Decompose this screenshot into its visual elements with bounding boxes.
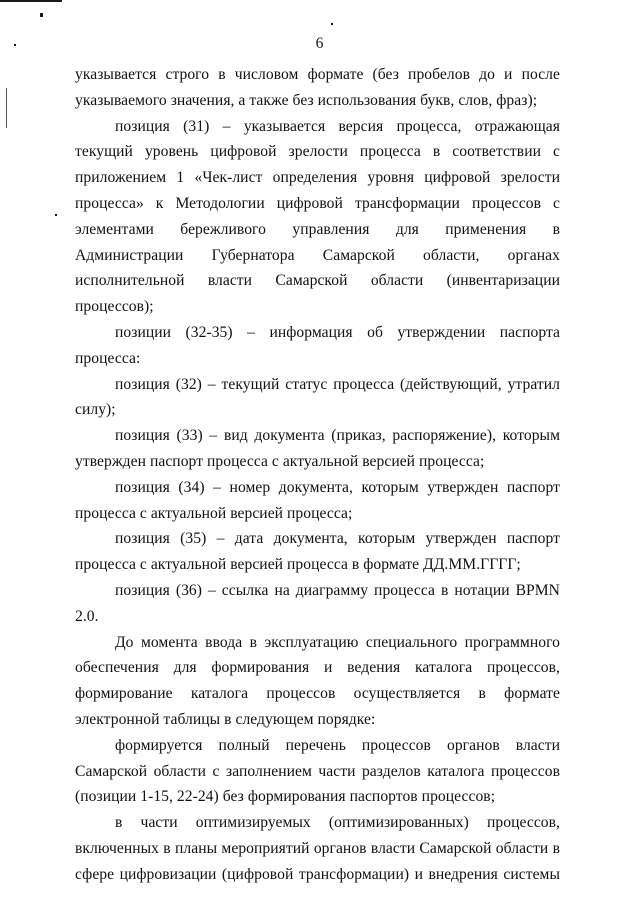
paragraph-4: позиция (32) – текущий статус процесса (действующий, утратил силу);	[75, 375, 560, 419]
paragraph-2: позиция (31) – указывается версия процесса, отражающая текущий уровень цифровой зрелости процесса в соответствии с приложением 1 «Чек-лист определения уровня цифровой зрелости процесса» к Методологии цифровой трансформации процессов с элементами бережливого управления для применения в Администрации Губернатора Самарской области, органах исполнительной власти Самарской области (инвентаризации процессов);	[75, 117, 560, 316]
document-body	[75, 62, 560, 888]
scan-artifact-dot	[331, 23, 333, 25]
scan-artifact-margin-line	[6, 88, 7, 128]
paragraph-3: позиции (32-35) – информация об утверждении паспорта процесса:	[75, 323, 560, 367]
paragraph-9: До момента ввода в эксплуатацию специального программного обеспечения для формирования и ведения каталога процессов, формирование каталога процессов осуществляется в формате электронной таблицы в следующем порядке:	[75, 633, 560, 728]
scan-artifact-top-bar	[0, 0, 62, 2]
paragraph-8: позиция (36) – ссылка на диаграмму процесса в нотации BPMN 2.0.	[75, 581, 560, 625]
paragraph-5: позиция (33) – вид документа (приказ, распоряжение), которым утвержден паспорт процесса с актуальной версией процесса;	[75, 427, 560, 470]
paragraph-1: указывается строго в числовом формате (без пробелов до и после указываемого значения, а также без использования букв, слов, фраз);	[75, 66, 560, 109]
paragraph-7: позиция (35) – дата документа, которым утвержден паспорт процесса с актуальной версией процесса в формате ДД.ММ.ГГГГ;	[75, 530, 560, 574]
scan-artifact-dot	[40, 13, 43, 17]
paragraph-10: формируется полный перечень процессов органов власти Самарской области с заполнением части разделов каталога процессов (позиции 1-15, 22-24) без формирования паспортов процессов;	[75, 736, 560, 806]
page-number: 6	[315, 35, 324, 52]
paragraph-11: в части оптимизируемых (оптимизированных) процессов, включенных в планы мероприятий органов власти Самарской области в сфере цифровизации (цифровой трансформации) и внедрения системы	[75, 814, 560, 883]
scan-artifact-dot	[55, 214, 57, 216]
paragraph-6: позиция (34) – номер документа, которым утвержден паспорт процесса с актуальной версией процесса;	[75, 478, 560, 522]
